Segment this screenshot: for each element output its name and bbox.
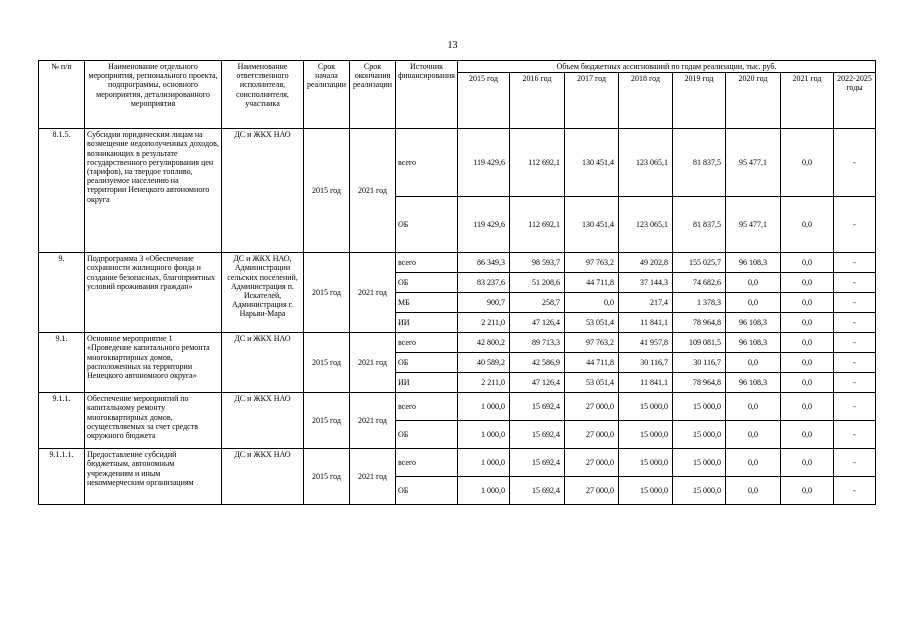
row-source: ОБ xyxy=(396,421,458,449)
row-number: 9.1.1. xyxy=(39,393,85,449)
value-cell: 15 000,0 xyxy=(619,477,673,505)
value-cell: 0,0 xyxy=(726,293,781,313)
value-cell: 97 763,2 xyxy=(565,333,619,353)
row-start: 2015 год xyxy=(304,129,350,253)
value-cell: 27 000,0 xyxy=(565,421,619,449)
value-cell: 155 025,7 xyxy=(673,253,726,273)
table-row xyxy=(39,393,876,421)
value-cell: 15 000,0 xyxy=(673,477,726,505)
value-cell: 15 000,0 xyxy=(619,421,673,449)
value-cell: 0,0 xyxy=(726,421,781,449)
value-cell: 0,0 xyxy=(726,273,781,293)
value-cell: 97 763,2 xyxy=(565,253,619,273)
value-cell: 1 378,3 xyxy=(673,293,726,313)
value-cell: 27 000,0 xyxy=(565,477,619,505)
value-cell: 900,7 xyxy=(458,293,510,313)
value-cell: 15 692,4 xyxy=(510,421,565,449)
value-cell: 15 000,0 xyxy=(619,393,673,421)
value-cell: 0,0 xyxy=(726,449,781,477)
row-start: 2015 год xyxy=(304,449,350,505)
row-source: ОБ xyxy=(396,197,458,253)
row-responsible: ДС и ЖКХ НАО xyxy=(222,449,304,505)
table-row xyxy=(39,253,876,273)
value-cell: - xyxy=(834,253,876,273)
row-source: ОБ xyxy=(396,477,458,505)
row-name: Подпрограмма 3 «Обеспечение сохранности жилищного фонда и создание безопасных, благоприятных условий проживания граждан» xyxy=(85,253,222,333)
header-end: Срок окончания реализации xyxy=(350,61,396,129)
value-cell: 1 000,0 xyxy=(458,477,510,505)
value-cell: 0,0 xyxy=(781,477,834,505)
row-name: Основное мероприятие 1 «Проведение капитального ремонта многоквартирных домов, расположенных на территории Ненецкого автономного округа» xyxy=(85,333,222,393)
value-cell: 53 051,4 xyxy=(565,313,619,333)
value-cell: 41 957,8 xyxy=(619,333,673,353)
value-cell: 51 208,6 xyxy=(510,273,565,293)
value-cell: 0,0 xyxy=(781,253,834,273)
value-cell: 40 589,2 xyxy=(458,353,510,373)
value-cell: 0,0 xyxy=(726,353,781,373)
value-cell: 112 692,1 xyxy=(510,129,565,197)
row-name: Субсидии юридическим лицам на возмещение недополученных доходов, возникающих в результате государственного регулирования цен (тарифов), на твердое топливо, реализуемое населению на территории Ненецкого автономного округа xyxy=(85,129,222,253)
value-cell: - xyxy=(834,393,876,421)
value-cell: 0,0 xyxy=(781,373,834,393)
value-cell: 11 841,1 xyxy=(619,373,673,393)
value-cell: - xyxy=(834,353,876,373)
header-year: 2016 год xyxy=(510,73,565,129)
table-row xyxy=(39,449,876,477)
value-cell: 15 000,0 xyxy=(673,449,726,477)
row-responsible: ДС и ЖКХ НАО xyxy=(222,129,304,253)
value-cell: 15 692,4 xyxy=(510,393,565,421)
value-cell: - xyxy=(834,373,876,393)
value-cell: 0,0 xyxy=(781,353,834,373)
row-number: 9. xyxy=(39,253,85,333)
row-source: ОБ xyxy=(396,273,458,293)
value-cell: 112 692,1 xyxy=(510,197,565,253)
value-cell: 15 000,0 xyxy=(673,421,726,449)
header-year: 2015 год xyxy=(458,73,510,129)
value-cell: - xyxy=(834,313,876,333)
value-cell: 83 237,6 xyxy=(458,273,510,293)
value-cell: 217,4 xyxy=(619,293,673,313)
value-cell: 0,0 xyxy=(781,421,834,449)
value-cell: - xyxy=(834,129,876,197)
value-cell: 42 800,2 xyxy=(458,333,510,353)
value-cell: 74 682,6 xyxy=(673,273,726,293)
row-number: 8.1.5. xyxy=(39,129,85,253)
value-cell: 0,0 xyxy=(781,333,834,353)
row-start: 2015 год xyxy=(304,253,350,333)
row-start: 2015 год xyxy=(304,333,350,393)
value-cell: - xyxy=(834,477,876,505)
value-cell: 78 964,8 xyxy=(673,373,726,393)
value-cell: 96 108,3 xyxy=(726,313,781,333)
value-cell: 2 211,0 xyxy=(458,373,510,393)
value-cell: 130 451,4 xyxy=(565,129,619,197)
row-source: всего xyxy=(396,129,458,197)
value-cell: 15 000,0 xyxy=(673,393,726,421)
row-end: 2021 год xyxy=(350,393,396,449)
value-cell: - xyxy=(834,293,876,313)
value-cell: 0,0 xyxy=(781,313,834,333)
table-row xyxy=(39,333,876,353)
value-cell: 96 108,3 xyxy=(726,373,781,393)
header-source: Источник финансирования xyxy=(396,61,458,129)
value-cell: 95 477,1 xyxy=(726,197,781,253)
row-responsible: ДС и ЖКХ НАО xyxy=(222,333,304,393)
header-year: 2017 год xyxy=(565,73,619,129)
header-year: 2022-2025 годы xyxy=(834,73,876,129)
page-number: 13 xyxy=(447,40,458,51)
value-cell: - xyxy=(834,449,876,477)
header-year: 2020 год xyxy=(726,73,781,129)
value-cell: 0,0 xyxy=(726,477,781,505)
row-source: ИИ xyxy=(396,373,458,393)
value-cell: 0,0 xyxy=(781,197,834,253)
value-cell: 0,0 xyxy=(781,129,834,197)
value-cell: 0,0 xyxy=(781,449,834,477)
value-cell: 15 692,4 xyxy=(510,449,565,477)
row-source: всего xyxy=(396,333,458,353)
value-cell: - xyxy=(834,421,876,449)
value-cell: 15 000,0 xyxy=(619,449,673,477)
value-cell: 119 429,6 xyxy=(458,129,510,197)
row-source: ИИ xyxy=(396,313,458,333)
value-cell: 0,0 xyxy=(781,273,834,293)
value-cell: 11 841,1 xyxy=(619,313,673,333)
value-cell: 130 451,4 xyxy=(565,197,619,253)
value-cell: 123 065,1 xyxy=(619,129,673,197)
value-cell: 44 711,8 xyxy=(565,353,619,373)
header-volume: Объем бюджетных ассигнований по годам реализации, тыс. руб. xyxy=(458,61,876,73)
row-end: 2021 год xyxy=(350,253,396,333)
value-cell: 47 126,4 xyxy=(510,373,565,393)
header-num: № п/п xyxy=(39,61,85,129)
header-start: Срок начала реализации xyxy=(304,61,350,129)
value-cell: 119 429,6 xyxy=(458,197,510,253)
value-cell: - xyxy=(834,273,876,293)
value-cell: 0,0 xyxy=(781,293,834,313)
value-cell: 27 000,0 xyxy=(565,449,619,477)
value-cell: 2 211,0 xyxy=(458,313,510,333)
value-cell: 30 116,7 xyxy=(673,353,726,373)
row-start: 2015 год xyxy=(304,393,350,449)
value-cell: 47 126,4 xyxy=(510,313,565,333)
value-cell: 30 116,7 xyxy=(619,353,673,373)
value-cell: 27 000,0 xyxy=(565,393,619,421)
value-cell: 109 081,5 xyxy=(673,333,726,353)
value-cell: 78 964,8 xyxy=(673,313,726,333)
row-source: МБ xyxy=(396,293,458,313)
row-responsible: ДС и ЖКХ НАО xyxy=(222,393,304,449)
value-cell: 37 144,3 xyxy=(619,273,673,293)
value-cell: 86 349,3 xyxy=(458,253,510,273)
row-end: 2021 год xyxy=(350,129,396,253)
value-cell: 42 586,9 xyxy=(510,353,565,373)
header-year: 2021 год xyxy=(781,73,834,129)
value-cell: 53 051,4 xyxy=(565,373,619,393)
value-cell: 1 000,0 xyxy=(458,421,510,449)
row-source: всего xyxy=(396,449,458,477)
value-cell: 0,0 xyxy=(565,293,619,313)
value-cell: 1 000,0 xyxy=(458,393,510,421)
value-cell: 98 593,7 xyxy=(510,253,565,273)
value-cell: 0,0 xyxy=(726,393,781,421)
value-cell: 49 202,8 xyxy=(619,253,673,273)
row-source: всего xyxy=(396,393,458,421)
value-cell: 44 711,8 xyxy=(565,273,619,293)
value-cell: 89 713,3 xyxy=(510,333,565,353)
row-source: ОБ xyxy=(396,353,458,373)
header-name: Наименование отдельного мероприятия, регионального проекта, подпрограммы, основного мероприятия, детализированного мероприятия xyxy=(85,61,222,129)
row-source: всего xyxy=(396,253,458,273)
value-cell: 96 108,3 xyxy=(726,333,781,353)
value-cell: 123 065,1 xyxy=(619,197,673,253)
value-cell: 96 108,3 xyxy=(726,253,781,273)
row-end: 2021 год xyxy=(350,449,396,505)
header-responsible: Наименование ответственного исполнителя, соисполнителя, участника xyxy=(222,61,304,129)
value-cell: 81 837,5 xyxy=(673,129,726,197)
value-cell: 258,7 xyxy=(510,293,565,313)
value-cell: 0,0 xyxy=(781,393,834,421)
row-number: 9.1. xyxy=(39,333,85,393)
value-cell: - xyxy=(834,333,876,353)
value-cell: 15 692,4 xyxy=(510,477,565,505)
row-name: Обеспечение мероприятий по капитальному ремонту многоквартирных домов, осуществляемых за счет средств окружного бюджета xyxy=(85,393,222,449)
row-responsible: ДС и ЖКХ НАО, Администрации сельских поселений, Администрация п. Искателей, Администрация г. Нарьян-Мара xyxy=(222,253,304,333)
budget-table xyxy=(38,60,876,505)
table-row xyxy=(39,129,876,197)
value-cell: 1 000,0 xyxy=(458,449,510,477)
row-number: 9.1.1.1. xyxy=(39,449,85,505)
header-year: 2018 год xyxy=(619,73,673,129)
value-cell: 95 477,1 xyxy=(726,129,781,197)
row-name: Предоставление субсидий бюджетным, автономным учреждениям и иным некоммерческим организациям xyxy=(85,449,222,505)
value-cell: 81 837,5 xyxy=(673,197,726,253)
row-end: 2021 год xyxy=(350,333,396,393)
value-cell: - xyxy=(834,197,876,253)
header-year: 2019 год xyxy=(673,73,726,129)
